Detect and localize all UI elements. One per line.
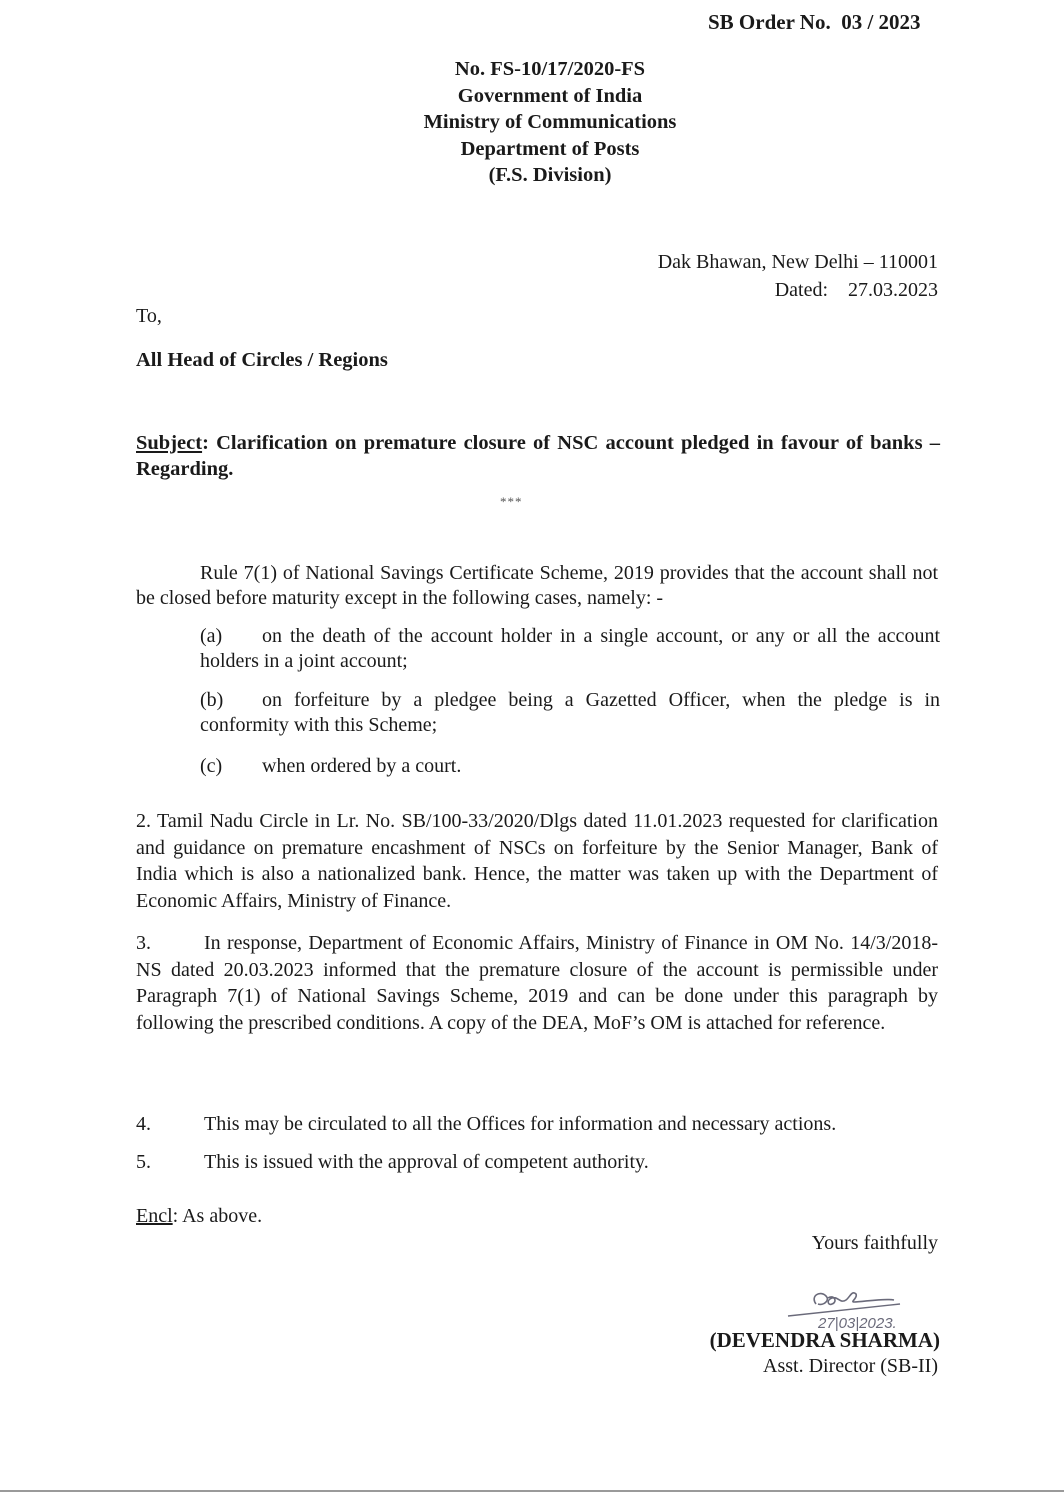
- subject-text: : Clarification on premature closure of NSC account pledged in favour of banks – Regarding.: [136, 432, 940, 480]
- subject-line: [136, 430, 940, 482]
- paragraph-text: This may be circulated to all the Offices for information and necessary actions.: [204, 1113, 837, 1135]
- paragraph-1: Rule 7(1) of National Savings Certificate Scheme, 2019 provides that the account shall not be closed before maturity except in the following cases, namely: -: [136, 562, 938, 609]
- paragraph-number: 3.: [136, 932, 151, 954]
- signatory-name: (DEVENDRA SHARMA): [709, 1328, 940, 1352]
- government-name: Government of India: [457, 84, 643, 107]
- list-text: when ordered by a court.: [262, 755, 462, 777]
- sender-address: [658, 248, 938, 304]
- ministry-name: Ministry of Communications: [423, 111, 677, 133]
- page-bottom-edge: [0, 1490, 1064, 1492]
- signature-date: 27|03|2023.: [818, 1315, 897, 1332]
- list-marker: (b): [200, 689, 224, 711]
- paragraph-number: 4.: [136, 1113, 151, 1135]
- list-text: on the death of the account holder in a single account, or any or all the account holders in a joint account;: [200, 625, 940, 672]
- paragraph-number: 5.: [136, 1151, 151, 1173]
- file-number: No. FS-10/17/2020-FS: [454, 58, 646, 80]
- paragraph-3: [136, 930, 938, 1036]
- subject-label: Subject: [136, 432, 203, 454]
- enclosure: [136, 1205, 262, 1228]
- letterhead: [300, 56, 800, 189]
- paragraph-text: This is issued with the approval of competent authority.: [204, 1151, 649, 1173]
- department-name: Department of Posts: [460, 137, 640, 160]
- enclosure-label: Encl: [136, 1205, 173, 1227]
- address-place: Dak Bhawan, New Delhi – 110001: [657, 251, 938, 273]
- paragraph-text: In response, Department of Economic Affairs, Ministry of Finance in OM No. 14/3/2018-NS dated 20.03.2023 informed that the premature closure of the account is permissible under Paragraph 7(1) of National Savings Scheme, 2019 and can be done under this paragraph by following the prescribed conditions. A copy of the DEA, MoF’s OM is attached for reference.: [136, 932, 938, 1034]
- address-date: Dated: 27.03.2023: [774, 279, 938, 301]
- list-marker: (a): [200, 625, 223, 647]
- list-item-c: [200, 754, 940, 779]
- division-name: (F.S. Division): [488, 164, 612, 186]
- recipient: All Head of Circles / Regions: [136, 349, 388, 371]
- to-label: To,: [136, 305, 162, 327]
- list-marker: (c): [200, 755, 223, 777]
- list-item-b: [200, 688, 940, 738]
- separator: ***: [500, 494, 523, 509]
- list-text: on forfeiture by a pledgee being a Gazetted Officer, when the pledge is in conformity with this Scheme;: [200, 689, 940, 736]
- paragraph-4: [136, 1112, 938, 1137]
- closing: Yours faithfully: [811, 1232, 938, 1254]
- enclosure-text: : As above.: [172, 1205, 263, 1227]
- order-number: SB Order No. 03 / 2023: [708, 10, 921, 34]
- paragraph-5: [136, 1150, 938, 1175]
- signatory-designation: Asst. Director (SB-II): [763, 1355, 938, 1377]
- paragraph-2: 2. Tamil Nadu Circle in Lr. No. SB/100-33/2020/Dlgs dated 11.01.2023 requested for clarification and guidance on premature encashment of NSCs on forfeiture by the Senior Manager, Bank of India which is also a nationalized bank. Hence, the matter was taken up with the Department of Economic Affairs, Ministry of Finance.: [136, 810, 938, 912]
- handwritten-signature-icon: [778, 1282, 948, 1332]
- list-item-a: [200, 624, 940, 674]
